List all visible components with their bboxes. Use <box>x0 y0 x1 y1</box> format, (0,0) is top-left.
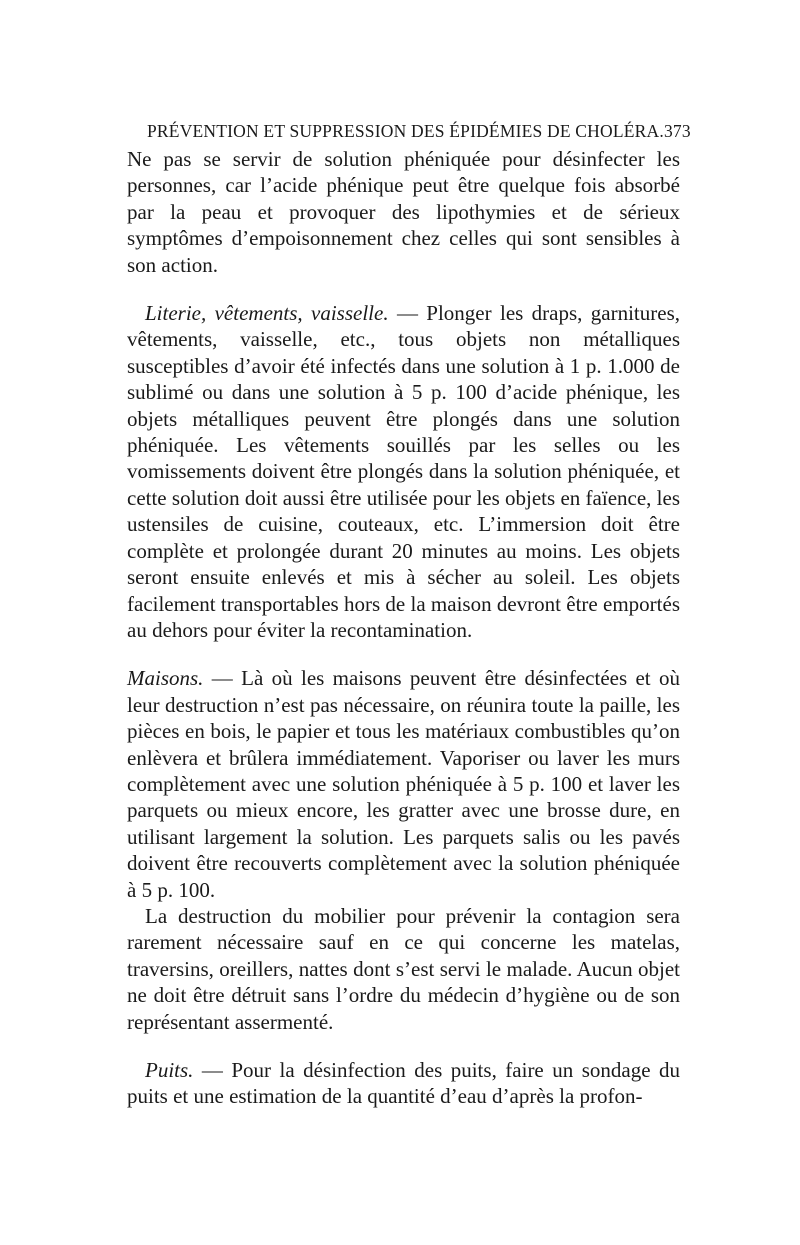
paragraph-puits <box>127 1057 680 1110</box>
section-lead-puits: Puits. <box>145 1058 194 1082</box>
paragraph-text: — Là où les maisons peuvent être désinfectées et où leur destruction n’est pas nécessaire, on réunira toute la paille, les pièces en bois, le papier et tous les matériaux combustibles qu’on enlèvera et brûlera immédiatement. Vaporiser ou laver les murs complètement avec une solution phéniquée à 5 p. 100 et laver les parquets ou mieux encore, les gratter avec une brosse dure, en utilisant largement la solution. Les parquets salis ou les pavés doivent être recouverts complètement avec la solution phéniquée à 5 p. 100. <box>127 666 680 902</box>
paragraph-mobilier <box>127 903 680 1035</box>
paragraph-solution-warning <box>127 146 680 278</box>
paragraph-text: La destruction du mobilier pour prévenir la contagion sera rarement nécessaire sauf en ce qui concerne les matelas, traversins, oreillers, nattes dont s’est servi le malade. Aucun objet ne doit être détruit sans l’ordre du médecin d’hygiène ou de son représentant assermenté. <box>127 903 680 1034</box>
section-lead-literie: Literie, vêtements, vaisselle. <box>145 301 389 326</box>
page-number: 373 <box>663 121 691 141</box>
paragraph-text: Ne pas se servir de solution phéniquée pour désinfecter les personnes, car l’acide phénique peut être quelque fois absorbé par la peau et provoquer des lipothymies et de sérieux symptômes d’empoisonnement chez celles qui sont sensibles à son action. <box>127 147 680 277</box>
paragraph-gap <box>127 278 680 300</box>
paragraph-literie <box>127 300 680 643</box>
running-head <box>147 118 691 146</box>
paragraph-gap <box>127 643 680 665</box>
section-lead-maisons: Maisons. <box>127 666 204 691</box>
paragraph-maisons <box>127 665 680 903</box>
paragraph-text: — Plonger les draps, garnitures, vêtements, vaisselle, etc., tous objets non métalliques susceptibles d’avoir été infectés dans une solution à 1 p. 1.000 de sublimé ou dans une solution à 5 p. 100 d’acide phénique, les objets métalliques peuvent être plongés dans une solution phéniquée. Les vêtements souillés par les selles ou les vomissements doivent être plongés dans la solution phéniquée, et cette solution doit aussi être utilisée pour les objets en faïence, les ustensiles de cuisine, couteaux, etc. L’immersion doit être complète et prolongée durant 20 minutes au moins. Les objets seront ensuite enlevés et mis à sécher au soleil. Les objets facilement transportables hors de la maison devront être emportés au dehors pour éviter la recontamination. <box>127 301 680 642</box>
running-title: PRÉVENTION ET SUPPRESSION DES ÉPIDÉMIES DE CHOLÉRA. <box>147 121 664 141</box>
book-page <box>127 118 691 1110</box>
paragraph-text: — Pour la désinfection des puits, faire un sondage du puits et une estimation de la quantité d’eau d’après la profon- <box>127 1058 680 1109</box>
paragraph-gap <box>127 1035 680 1057</box>
